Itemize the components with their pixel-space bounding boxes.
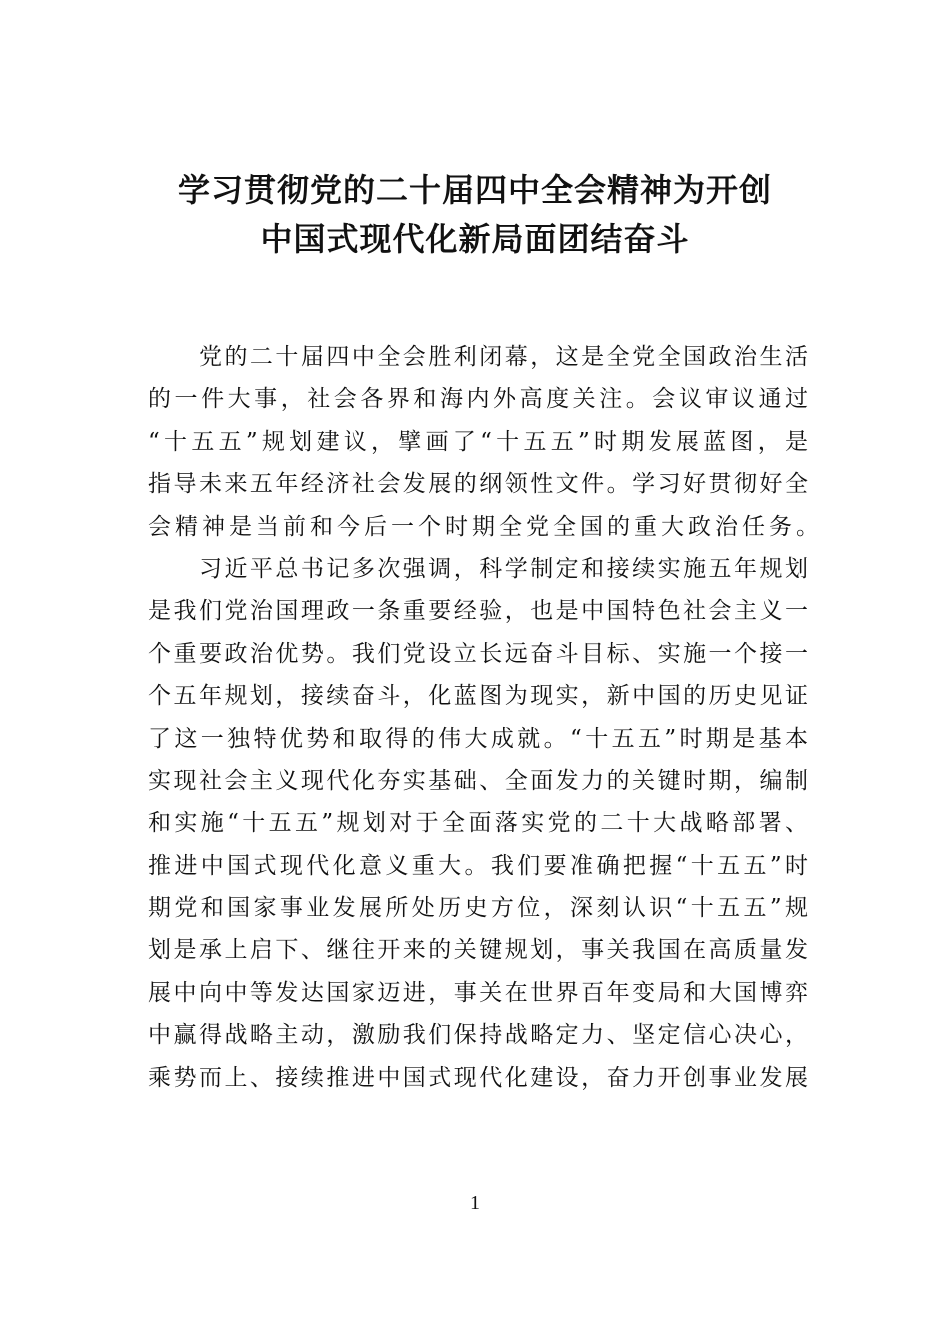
text-line: 和实施“十五五”规划对于全面落实党的二十大战略部署、 (148, 810, 808, 837)
text-line: 是我们党治国理政一条重要经验，也是中国特色社会主义一 (148, 598, 808, 625)
text-line: 实现社会主义现代化夯实基础、全面发力的关键时期，编制 (148, 767, 808, 794)
text-line: “十五五”规划建议，擘画了“十五五”时期发展蓝图，是 (148, 428, 808, 455)
document-title-line-1: 学习贯彻党的二十届四中全会精神为开创 (177, 171, 772, 209)
text-line: 推进中国式现代化意义重大。我们要准确把握“十五五”时 (148, 852, 808, 879)
text-line: 中赢得战略主动，激励我们保持战略定力、坚定信心决心， (148, 1022, 808, 1049)
text-line: 展中向中等发达国家迈进，事关在世界百年变局和大国博弈 (148, 979, 808, 1006)
text-line: 的一件大事，社会各界和海内外高度关注。会议审议通过 (148, 386, 808, 413)
text-line: 个五年规划，接续奋斗，化蓝图为现实，新中国的历史见证 (148, 683, 808, 710)
document-body (148, 341, 823, 1104)
document-title-line-2: 中国式现代化新局面团结奋斗 (260, 220, 690, 258)
text-line: 指导未来五年经济社会发展的纲领性文件。学习好贯彻好全 (148, 471, 808, 498)
text-line: 会精神是当前和今后一个时期全党全国的重大政治任务。 (148, 513, 823, 540)
text-line: 党的二十届四中全会胜利闭幕，这是全党全国政治生活 (148, 344, 808, 370)
text-line: 期党和国家事业发展所处历史方位，深刻认识“十五五”规 (148, 895, 808, 922)
text-line: 了这一独特优势和取得的伟大成就。“十五五”时期是基本 (148, 725, 808, 752)
text-line: 乘势而上、接续推进中国式现代化建设，奋力开创事业发展 (148, 1064, 808, 1091)
paragraph-1 (148, 341, 823, 553)
text-line: 划是承上启下、继往开来的关键规划，事关我国在高质量发 (148, 937, 808, 964)
text-line: 个重要政治优势。我们党设立长远奋斗目标、实施一个接一 (148, 640, 808, 667)
text-line: 习近平总书记多次强调，科学制定和接续实施五年规划 (148, 555, 808, 582)
page-number: 1 (470, 1192, 480, 1214)
paragraph-2 (148, 553, 808, 1104)
